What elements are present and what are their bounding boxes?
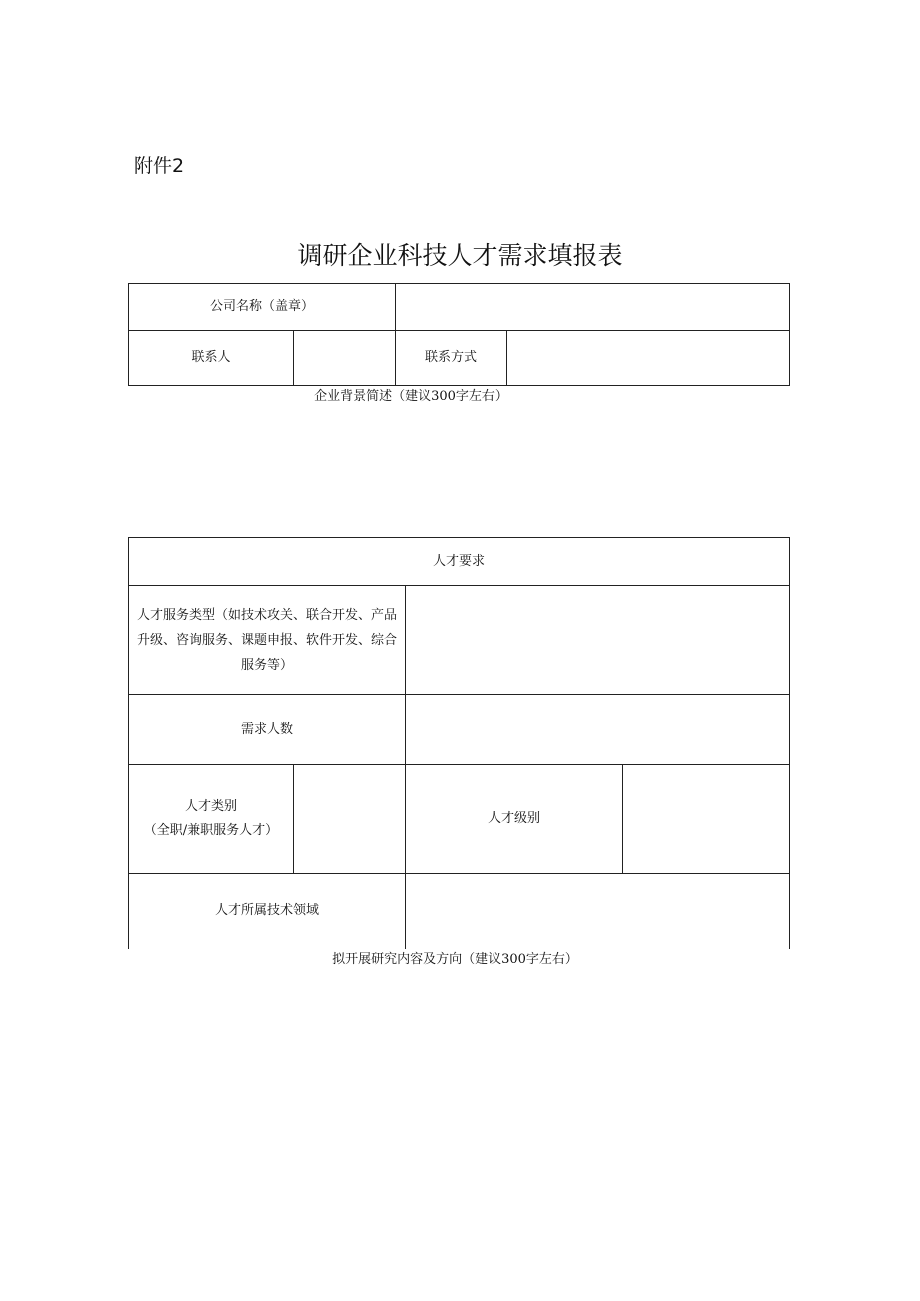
research-caption: 拟开展研究内容及方向（建议300字左右）	[332, 952, 578, 967]
talent-category-line2: （全职/兼职服务人才）	[143, 823, 279, 838]
headcount-field[interactable]	[406, 695, 790, 765]
service-type-field[interactable]	[406, 586, 790, 695]
headcount-label: 需求人数	[129, 695, 406, 765]
contact-person-field[interactable]	[294, 331, 396, 386]
form-title: 调研企业科技人才需求填报表	[297, 241, 623, 270]
attachment-label: 附件2	[134, 155, 185, 177]
service-type-label: 人才服务类型（如技术攻关、联合开发、产品升级、咨询服务、课题申报、软件开发、综合服务等）	[129, 586, 406, 695]
talent-category-field[interactable]	[294, 765, 406, 874]
talent-level-field[interactable]	[623, 765, 790, 874]
background-caption: 企业背景简述（建议300字左右）	[314, 389, 508, 404]
tech-field-field[interactable]	[406, 874, 790, 949]
talent-level-label: 人才级别	[406, 765, 623, 874]
company-name-label: 公司名称（盖章）	[129, 284, 396, 331]
company-info-table	[128, 283, 790, 386]
contact-method-field[interactable]	[507, 331, 790, 386]
tech-field-label: 人才所属技术领域	[129, 874, 406, 949]
contact-person-label: 联系人	[129, 331, 294, 386]
company-name-field[interactable]	[396, 284, 790, 331]
talent-requirements-header: 人才要求	[129, 538, 790, 586]
talent-category-line1: 人才类别	[184, 799, 237, 814]
talent-requirements-table	[128, 537, 790, 949]
contact-method-label: 联系方式	[396, 331, 507, 386]
talent-category-label	[129, 765, 294, 874]
